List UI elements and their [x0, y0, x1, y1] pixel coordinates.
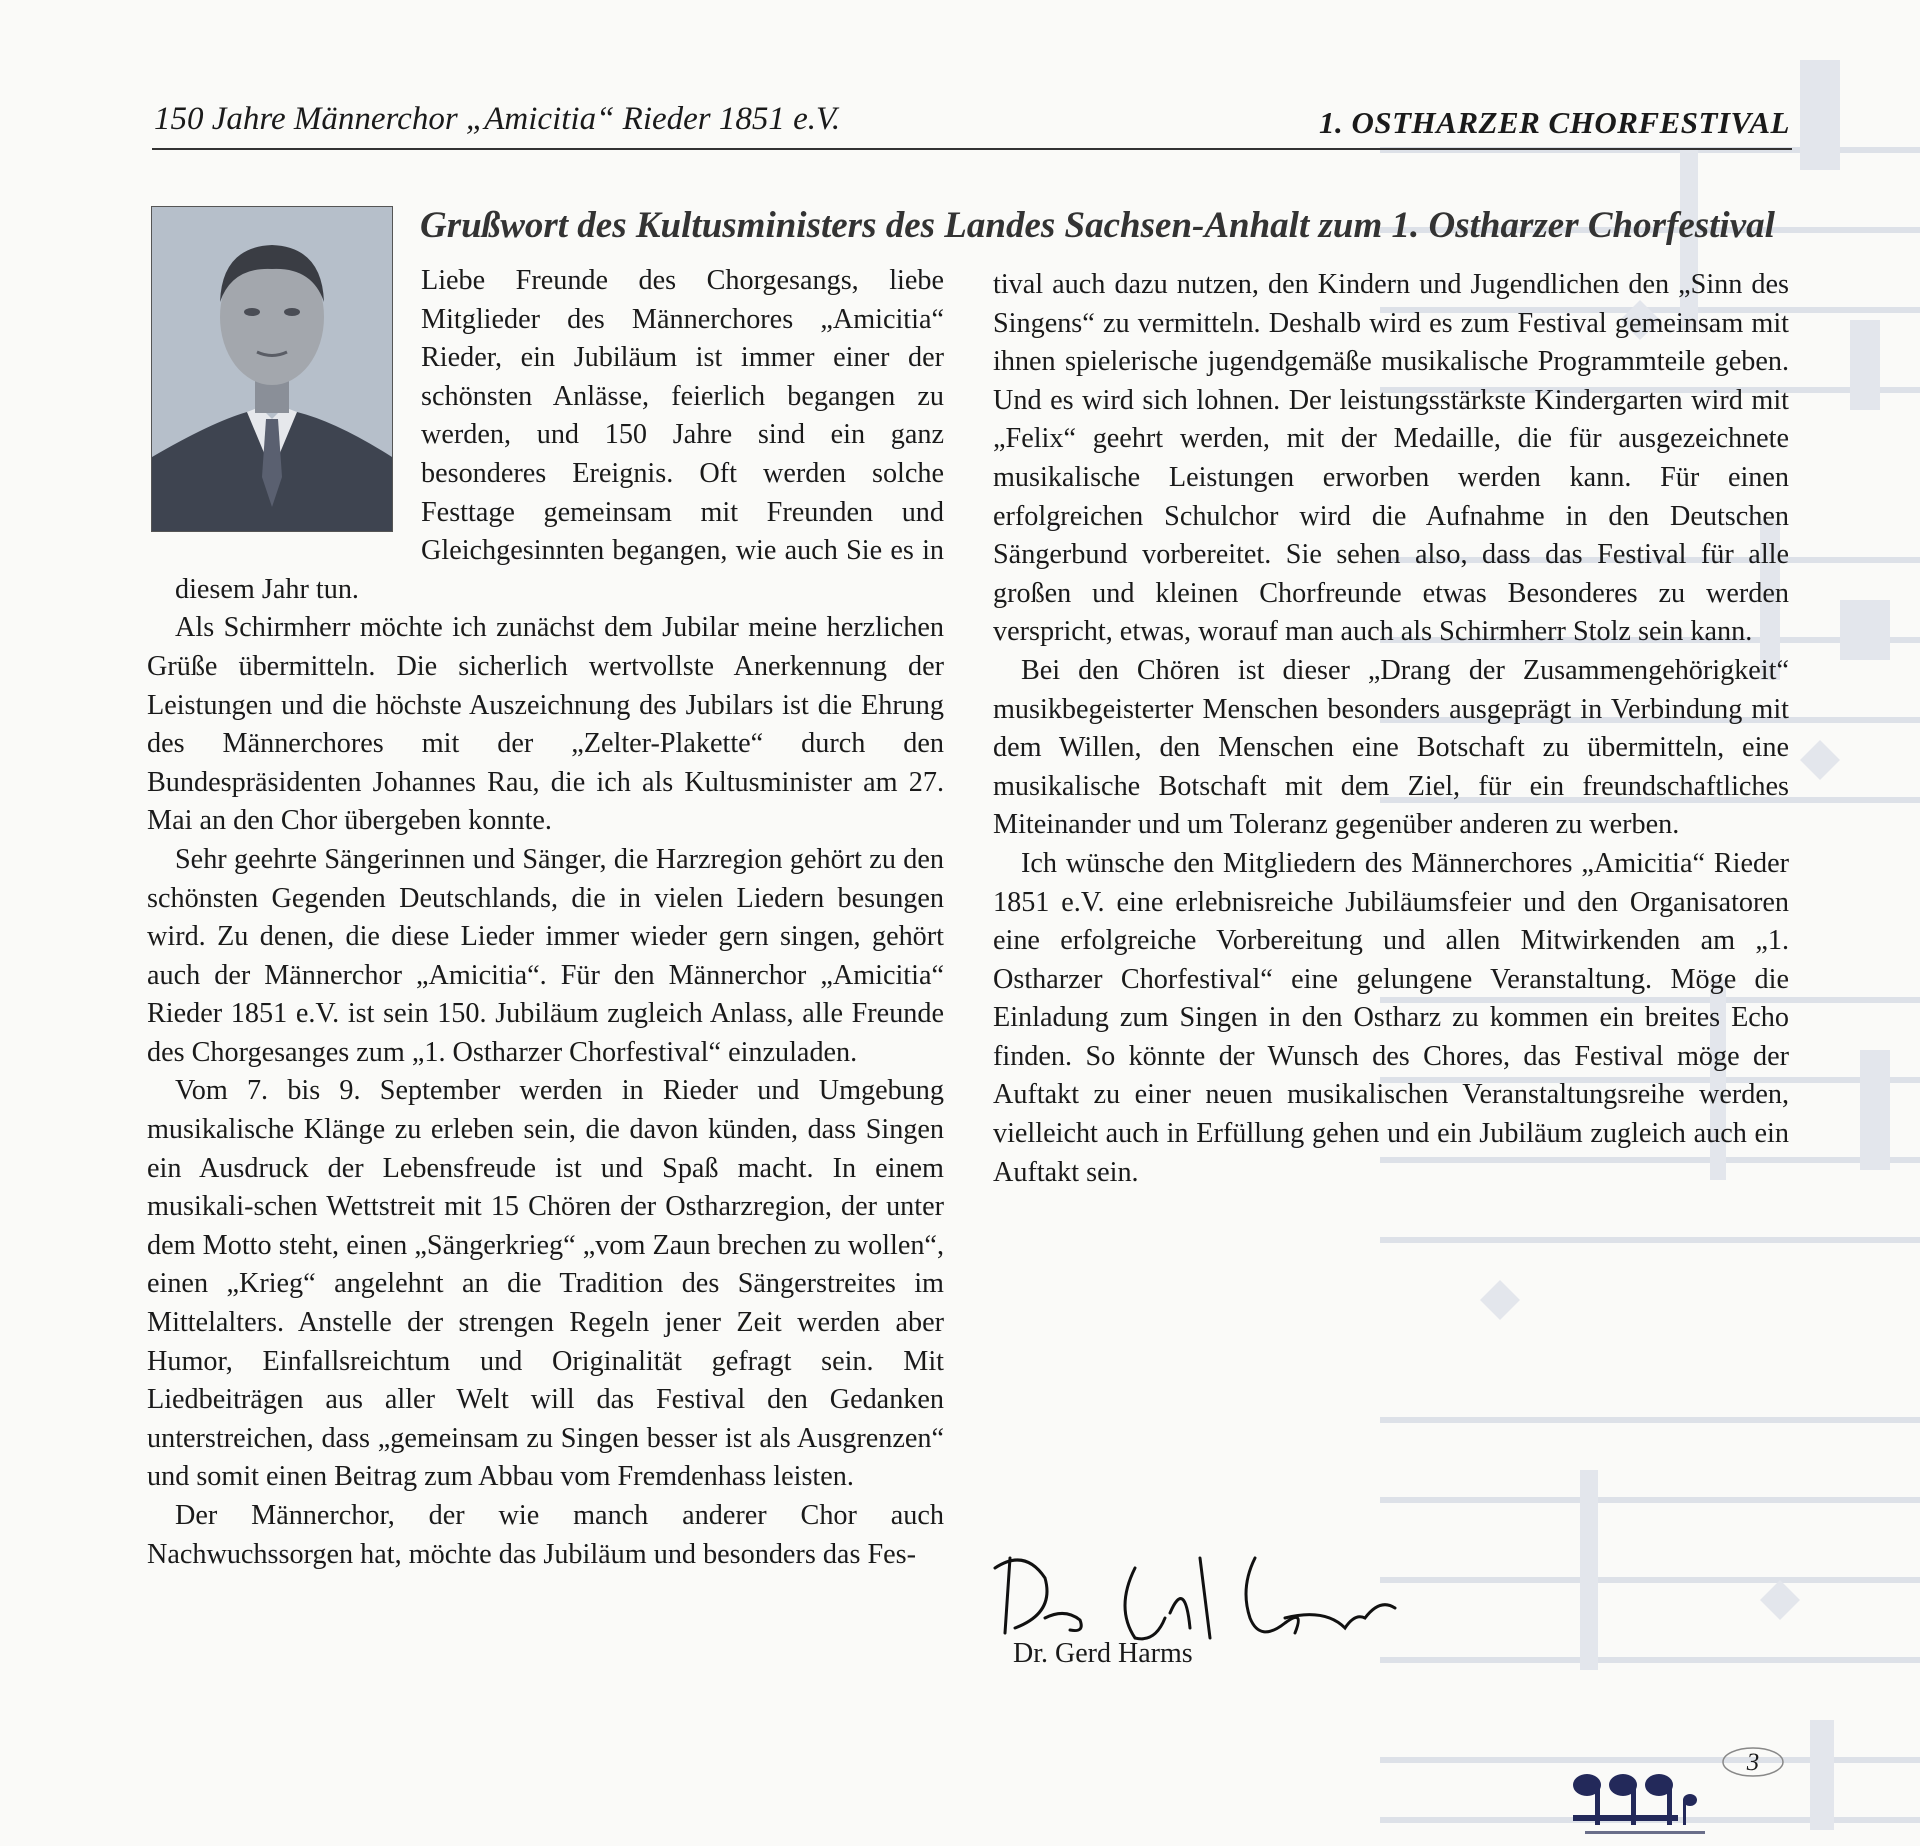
header-section-title: 1. OSTHARZER CHORFESTIVAL — [1318, 105, 1790, 140]
left-paragraph: Vom 7. bis 9. September werden in Rieder und Umgebung musikalische Klänge zu erleben sein, die davon künden, dass Singen ein Ausdruck der Lebensfreude ist und Spaß macht. In einem musikali-schen Wettstreit mit 15 Chören der Ostharzregion, der unter dem Motto steht, einen „Sängerkrieg“ „vom Zaun brechen zu wollen“, einen „Krieg“ angelehnt an die Tradition des Sängerstreites im Mittelalters. Anstelle der strengen Regeln jener Zeit werden aber Humor, Einfallsreichtum und Originalität gefragt sein. Mit Liedbeiträgen aus aller Welt will das Festival den Gedanken unterstreichen, dass „gemeinsam zu Singen besser ist als Ausgrenzen“ und somit einen Beitrag zum Abbau vom Fremdenhass leisten. — [147, 1075, 944, 1493]
left-paragraph: Der Männerchor, der wie manch anderer Chor auch Nachwuchssorgen hat, möchte das Jubiläum und besonders das Fes- — [147, 1500, 944, 1570]
right-paragraph: Bei den Chören ist dieser „Drang der Zusammengehörigkeit“ musikbegeisterter Menschen besonders ausgeprägt in Verbindung mit dem Willen, den Menschen eine Botschaft zu übermitteln, eine musikalische Botschaft mit dem Ziel, für ein freundschaftliches Miteinander und um Toleranz gegenüber anderen zu werben. — [993, 654, 1789, 841]
left-paragraph: Als Schirmherr möchte ich zunächst dem Jubilar meine herzlichen Grüße übermitteln. Die sicherlich wertvollste Anerkennung der Leistungen und die höchste Auszeichnung des Jubilars ist die Ehrung des Männerchores mit der „Zelter-Plakette“ durch den Bundespräsidenten Johannes Rau, die ich als Kultusminister am 27. Mai an den Chor übergeben konnte. — [147, 612, 944, 837]
article-left-column — [147, 262, 944, 1574]
article-right-column — [993, 266, 1789, 1192]
left-paragraph: Liebe Freunde des Chorgesangs, liebe Mitglieder des Männerchores „Amicitia“ Rieder, ein Jubiläum ist immer einer der schönsten Anlässe, feierlich begangen zu werden, und 150 Jahre sind ein ganz besonderes Ereignis. Oft werden solche Festtage gemeinsam mit Freunden und Gleichgesinnten begangen, wie auch Sie es in diesem Jahr tun. — [175, 265, 944, 605]
right-paragraph: tival auch dazu nutzen, den Kindern und Jugendlichen den „Sinn des Singens“ zu vermitteln. Deshalb wird es zum Festival gemeinsam mit ihnen spielerische jugendgemäße musikalische Programmteile geben. Und es wird sich lohnen. Der leistungsstärkste Kindergarten wird mit „Felix“ geehrt werden, mit der Medaille, die für ausgezeichnete musikalische Leistungen erworben werden kann. Für einen erfolgreichen Schulchor wird die Aufnahme in den Deutschen Sängerbund vorbereitet. Sie sehen also, dass das Festival für alle großen und kleinen Chorfreunde etwas Besonderes zu werden verspricht, etwas, worauf man auch als Schirmherr Stolz sein kann. — [993, 269, 1789, 648]
right-paragraph: Ich wünsche den Mitgliedern des Männerchores „Amicitia“ Rieder 1851 e.V. eine erlebnisreiche Jubiläumsfeier und den Organisatoren eine erfolgreiche Vorbereitung und allen Mitwirkenden am „1. Ostharzer Chorfestival“ eine gelungene Veranstaltung. Möge die Einladung zum Singen in den Ostharz zu kommen ein breites Echo finden. So könnte der Wunsch des Chores, das Festival möge der Auftakt zu einer neuen musikalischen Veranstaltungsreihe werden, vielleicht auch in Erfüllung gehen und ein Jubiläum zugleich auch ein Auftakt sein. — [993, 847, 1789, 1188]
signature-name: Dr. Gerd Harms — [1013, 1638, 1193, 1669]
page-header — [152, 98, 1792, 150]
music-notes-logo — [1565, 1745, 1715, 1845]
page-number: 3 — [1746, 1749, 1760, 1776]
left-paragraph: Sehr geehrte Sängerinnen und Sänger, die Harzregion gehört zu den schönsten Gegenden Deutschlands, die in vielen Liedern besungen wird. Zu denen, die diese Lieder immer wieder gern singen, gehört auch der Männerchor „Amicitia“. Für den Männerchor „Amicitia“ Rieder 1851 e.V. ist sein 150. Jubiläum zugleich Anlass, alle Freunde des Chorgesanges zum „1. Ostharzer Chorfestival“ einzuladen. — [147, 843, 944, 1068]
article-heading: Grußwort des Kultusministers des Landes Sachsen-Anhalt zum 1. Ostharzer Chorfestival — [420, 205, 1775, 246]
header-publication-title: 150 Jahre Männerchor „Amicitia“ Rieder 1851 e.V. — [154, 101, 841, 137]
